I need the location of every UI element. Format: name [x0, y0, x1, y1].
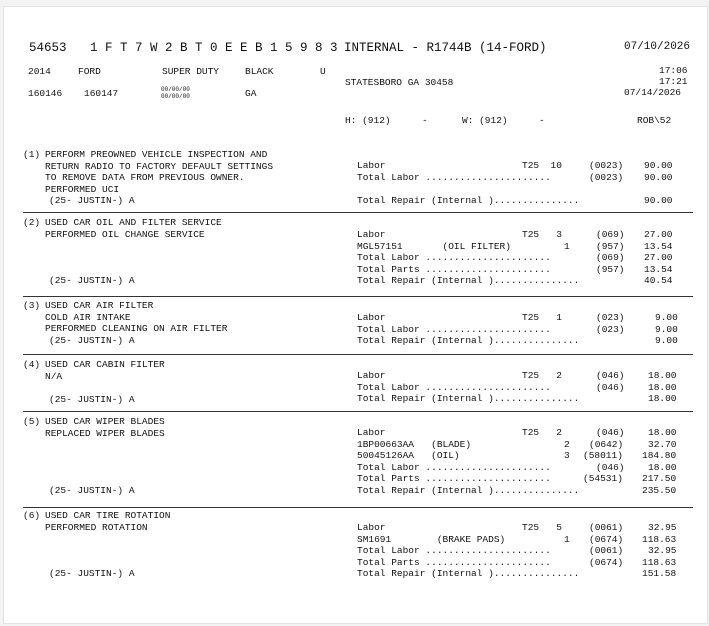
charge-qty: T25 2 [522, 370, 562, 381]
charge-code: (957) [596, 240, 625, 252]
charge-amount: 9.00 [655, 312, 678, 323]
charge-code: (046) [596, 381, 625, 393]
home-phone: H: (912) [345, 115, 391, 126]
repair-total: 9.00 [655, 335, 678, 346]
charge-code: (069) [596, 229, 625, 240]
work-phone-dash: - [539, 115, 545, 126]
job-number: (4) [23, 359, 41, 370]
charge-amount: 184.80 [642, 450, 677, 461]
charge-amount: 118.63 [642, 556, 677, 568]
charge-label: Total Labor ...................... [357, 381, 551, 393]
job-separator [23, 507, 693, 508]
charge-amount: 90.00 [644, 160, 673, 171]
job-desc-line: USED CAR TIRE ROTATION [45, 510, 171, 521]
work-phone: W: (912) [462, 115, 508, 126]
job-desc-line: PERFORMED ROTATION [45, 521, 148, 533]
charge-label: 50045126AA (OIL) [357, 450, 460, 461]
charge-label: Total Repair (Internal )............... [357, 194, 580, 206]
charge-label: Labor [357, 229, 386, 240]
order-title: INTERNAL - R1744B (14-FORD) [344, 41, 547, 55]
home-phone-dash: - [422, 115, 428, 126]
vehicle-color: BLACK [245, 66, 274, 77]
charge-label: Total Parts ...................... [357, 473, 551, 484]
charge-code: (54531) [583, 473, 623, 484]
charge-label: Total Repair (Internal )............... [357, 568, 580, 579]
charge-code: (0674) [589, 556, 624, 568]
charge-amount: 18.00 [648, 381, 677, 393]
charge-label: Total Labor ...................... [357, 171, 551, 183]
charge-qty: T25 3 [522, 229, 562, 240]
charge-label: Labor [357, 370, 386, 381]
job-number: (1) [23, 149, 41, 160]
charge-code: (046) [596, 370, 625, 381]
charge-label: Total Repair (Internal )............... [357, 484, 580, 496]
charge-qty: T25 10 [522, 160, 562, 171]
job-desc-line: USED CAR OIL AND FILTER SERVICE [45, 217, 222, 228]
charge-amount: 32.95 [648, 522, 677, 533]
charge-code: (0061) [589, 522, 624, 533]
charge-amount: 13.54 [644, 263, 673, 275]
job-desc-line: USED CAR CABIN FILTER [45, 359, 165, 370]
charge-label: Total Repair (Internal )............... [357, 393, 580, 404]
charge-qty: 1 [564, 240, 570, 252]
city-state-zip: STATESBORO GA 30458 [345, 77, 454, 88]
time-out: 17:21 [659, 76, 688, 87]
charge-label: Total Labor ...................... [357, 545, 551, 556]
charge-code: (069) [596, 252, 625, 263]
open-date: 07/10/2026 [624, 41, 691, 53]
mini-date-1: 00/00/00 [161, 86, 190, 93]
close-date: 07/14/2026 [624, 87, 682, 98]
charge-code: (046) [596, 461, 625, 473]
job-desc-line: USED CAR WIPER BLADES [45, 416, 165, 427]
charge-label: Labor [357, 312, 386, 323]
charge-label: Total Repair (Internal )............... [357, 275, 580, 286]
job-number: (5) [23, 416, 41, 427]
stock-number-2: 160147 [84, 88, 119, 99]
charge-amount: 27.00 [644, 229, 673, 240]
job-desc-line: RETURN RADIO TO FACTORY DEFAULT SETTINGS [45, 160, 274, 172]
job-separator [23, 411, 693, 412]
charge-qty: T25 2 [522, 427, 562, 438]
job-desc-line: REPLACED WIPER BLADES [45, 427, 165, 439]
job-technician: (25- JUSTIN-) A [49, 274, 135, 286]
repair-total: 151.58 [642, 568, 677, 579]
charge-label: Total Labor ...................... [357, 461, 551, 473]
job-desc-line: N/A [45, 370, 63, 382]
vin: 1 F T 7 W 2 B T 0 E E B 1 5 9 8 3 [90, 41, 338, 55]
charge-label: Labor [357, 427, 386, 438]
charge-label: Total Repair (Internal )............... [357, 335, 580, 346]
mini-date-2: 00/00/00 [161, 93, 190, 100]
charge-amount: 13.54 [644, 240, 673, 252]
charge-amount: 32.70 [648, 438, 677, 450]
job-technician: (25- JUSTIN-) A [49, 334, 135, 346]
invoice-number: 54653 [29, 41, 67, 55]
charge-qty: 3 [564, 450, 570, 461]
charge-amount: 27.00 [644, 252, 673, 263]
charge-qty: 2 [564, 438, 570, 450]
charge-amount: 118.63 [642, 533, 677, 545]
job-number: (3) [23, 300, 41, 311]
used-flag: U [320, 66, 326, 77]
charge-qty: T25 5 [522, 522, 562, 533]
charge-code: (0061) [589, 545, 624, 556]
job-desc-line: USED CAR AIR FILTER [45, 300, 154, 311]
charge-qty: T25 1 [522, 312, 562, 323]
charge-label: Labor [357, 160, 386, 171]
vehicle-model: SUPER DUTY [162, 66, 220, 77]
charge-amount: 9.00 [655, 323, 678, 335]
charge-code: (0023) [589, 171, 624, 183]
charge-code: (046) [596, 427, 625, 438]
job-desc-line: PERFORMED OIL CHANGE SERVICE [45, 228, 205, 240]
stock-number-1: 160146 [28, 88, 63, 99]
vehicle-year: 2014 [28, 66, 51, 77]
job-desc-line: PERFORMED UCI [45, 183, 120, 195]
job-technician: (25- JUSTIN-) A [49, 393, 135, 405]
job-desc-line: COLD AIR INTAKE [45, 311, 131, 323]
charge-amount: 90.00 [644, 171, 673, 183]
job-separator [23, 354, 693, 355]
charge-amount: 18.00 [648, 370, 677, 381]
charge-label: Total Labor ...................... [357, 323, 551, 335]
charge-label: Total Parts ...................... [357, 263, 551, 275]
repair-total: 90.00 [644, 194, 673, 206]
charge-label: SM1691 (BRAKE PADS) [357, 533, 506, 545]
repair-order-page [3, 6, 708, 624]
charge-code: (0674) [589, 533, 624, 545]
charge-label: Total Labor ...................... [357, 252, 551, 263]
repair-total: 40.54 [644, 275, 673, 286]
job-desc-line: TO REMOVE DATA FROM PREVIOUS OWNER. [45, 172, 245, 183]
charge-qty: 1 [564, 533, 570, 545]
service-advisor: ROB\52 [637, 115, 672, 126]
vehicle-make: FORD [78, 66, 101, 77]
charge-amount: 18.00 [648, 461, 677, 473]
time-in: 17:06 [659, 65, 688, 76]
charge-code: (023) [596, 312, 625, 323]
job-desc-line: PERFORMED CLEANING ON AIR FILTER [45, 323, 228, 334]
charge-amount: 217.50 [642, 473, 677, 484]
repair-total: 18.00 [648, 393, 677, 404]
job-desc-line: PERFORM PREOWNED VEHICLE INSPECTION AND [45, 149, 268, 160]
charge-amount: 18.00 [648, 427, 677, 438]
charge-amount: 32.95 [648, 545, 677, 556]
charge-code: (957) [596, 263, 625, 275]
job-technician: (25- JUSTIN-) A [49, 195, 135, 206]
charge-code: (023) [596, 323, 625, 335]
repair-total: 235.50 [642, 484, 677, 496]
job-number: (2) [23, 217, 41, 228]
charge-label: Total Parts ...................... [357, 556, 551, 568]
job-technician: (25- JUSTIN-) A [49, 485, 135, 496]
charge-code: (0023) [589, 160, 624, 171]
charge-label: 1BP00663AA (BLADE) [357, 438, 472, 450]
charge-code: (0642) [589, 438, 624, 450]
job-separator [23, 212, 693, 213]
charge-code: (58011) [583, 450, 623, 461]
job-separator [23, 296, 693, 297]
state: GA [245, 88, 257, 99]
charge-label: Labor [357, 522, 386, 533]
charge-label: MGL57151 (OIL FILTER) [357, 240, 511, 252]
job-number: (6) [23, 510, 41, 521]
job-technician: (25- JUSTIN-) A [49, 567, 135, 579]
